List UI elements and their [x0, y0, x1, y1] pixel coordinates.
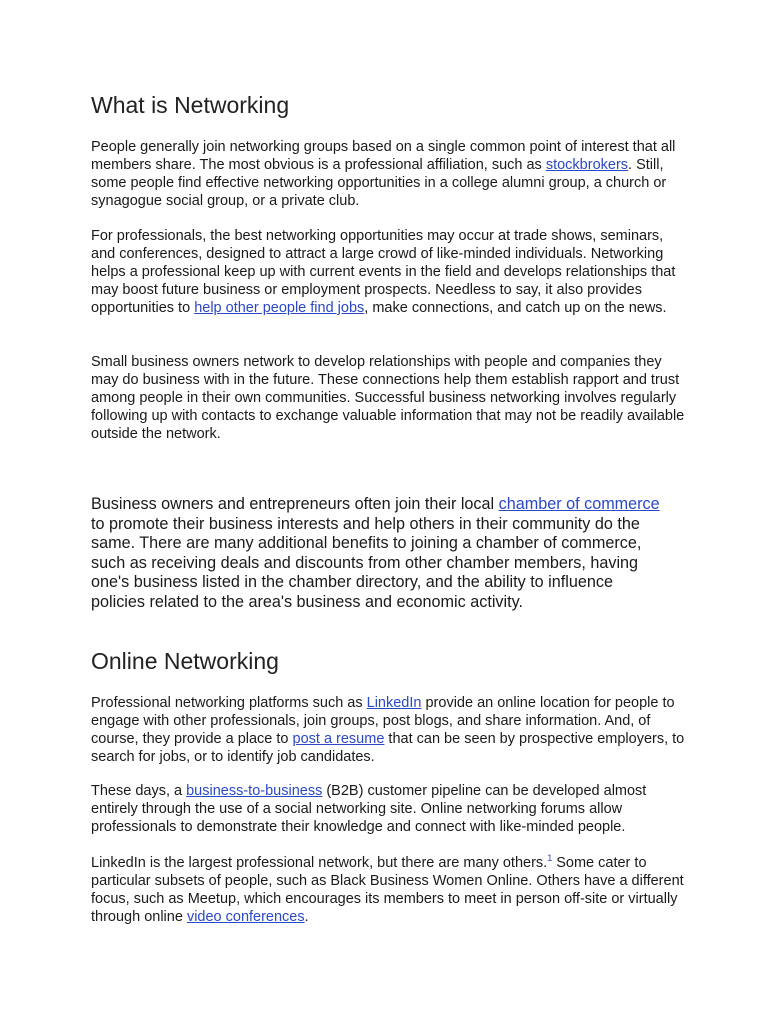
paragraph-b2b [91, 782, 691, 836]
paragraph-professionals [91, 227, 691, 317]
paragraph-text: Professional networking platforms such as [91, 695, 367, 711]
paragraph-text: Some cater to particular subsets of people, such as Black Business Women Online. Others have a different focus, such as Meetup, which encourages its members to meet in person off-site or virtually through online [91, 855, 684, 925]
footnote-marker[interactable]: 1 [547, 853, 553, 864]
paragraph-text: provide an online location for people to engage with other professionals, join groups, post blogs, and share information. And, of course, they provide a place to [91, 695, 675, 747]
link-stockbrokers[interactable]: stockbrokers [545, 157, 629, 173]
paragraph-text: , make connections, and catch up on the news. [364, 300, 667, 316]
paragraph-text: to promote their business interests and help others in their community do the same. There are many additional benefits to joining a chamber of commerce, such as receiving deals and discounts from other chamber members, having one's business listed in the chamber directory, and the ability to influence policies related to the area's business and economic activity. [91, 514, 642, 611]
link-business-to-business[interactable]: business-to-business [186, 783, 323, 799]
paragraph-text: . Still, some people find effective networking opportunities in a college alumni group, a church or synagogue social group, or a private club. [91, 157, 667, 209]
paragraph-text: For professionals, the best networking opportunities may occur at trade shows, seminars, and conferences, designed to attract a large crowd of like-minded individuals. Networking helps a professional keep up with current events in the field and develops relationships that may boost future business or employment prospects. Needless to say, it also provides opportunities to [91, 228, 676, 316]
link-chamber-of-commerce[interactable]: chamber of commerce [498, 495, 660, 513]
paragraph-text: . [304, 909, 309, 925]
paragraph-text: Small business owners network to develop relationships with people and companies they may do business with in the future. These connections help them establish rapport and trust among people in their own communities. Successful business networking involves regularly following up with contacts to exchange valuable information that may not be readily available outside the network. [91, 354, 685, 442]
paragraph-text: These days, a [91, 783, 187, 799]
link-post-a-resume[interactable]: post a resume [292, 731, 385, 747]
paragraph-linkedin-largest [91, 854, 691, 926]
section-heading-online: Online Networking [91, 648, 279, 674]
paragraph-text: (B2B) customer pipeline can be developed almost entirely through the use of a social networking site. Online networking forums allow professionals to demonstrate their knowledge and connect with like-minded people. [91, 783, 647, 835]
link-linkedin[interactable]: LinkedIn [366, 695, 422, 711]
link-video-conferences[interactable]: video conferences [186, 909, 305, 925]
page-title: What is Networking [91, 92, 290, 118]
paragraph-text: that can be seen by prospective employers, to search for jobs, or to identify job candidates. [91, 731, 685, 765]
paragraph-group-interest [91, 138, 691, 210]
paragraph-platforms [91, 694, 691, 766]
paragraph-chamber [91, 495, 671, 612]
link-help-find-jobs[interactable]: help other people find jobs [194, 300, 365, 316]
paragraph-text: LinkedIn is the largest professional network, but there are many others. [91, 855, 548, 871]
paragraph-text: Business owners and entrepreneurs often join their local [91, 495, 499, 513]
paragraph-text: People generally join networking groups based on a single common point of interest that all members share. The most obvious is a professional affiliation, such as [91, 139, 676, 173]
paragraph-small-business [91, 353, 691, 443]
